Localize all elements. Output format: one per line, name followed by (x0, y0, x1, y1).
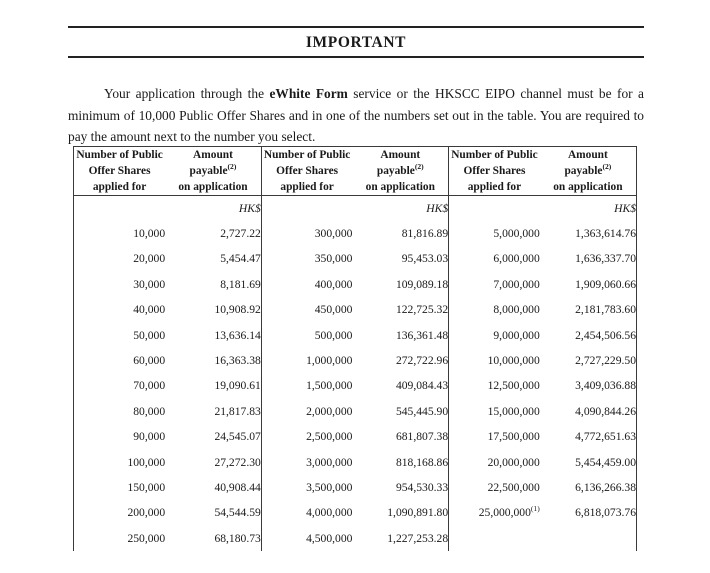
currency-label-1: HK$ (238, 201, 261, 215)
header-shares-group-1 (74, 147, 165, 196)
table-row (74, 221, 636, 246)
header-amount-line-3: on application (553, 181, 623, 193)
cell-amount: 1,090,891.80 (387, 506, 449, 520)
cell-shares: 50,000 (133, 328, 166, 342)
footnote-marker-2: (2) (414, 162, 424, 172)
header-shares-line-2: Offer Shares (276, 165, 339, 177)
cell-amount: 54,544.59 (214, 506, 261, 520)
cell-shares: 40,000 (133, 303, 166, 317)
table-row (74, 323, 636, 348)
cell-shares: 10,000,000 (449, 348, 540, 373)
cell-amount: 954,530.33 (395, 480, 449, 494)
cell-amount: 6,818,073.76 (575, 506, 636, 520)
cell-shares: 12,500,000 (449, 374, 540, 399)
cell-amount: 2,727,229.50 (575, 354, 636, 368)
cell-shares: 3,500,000 (261, 475, 352, 500)
intro-text-part-2: service or the HKSCC EIPO channel must be for a minimum of 10,000 Public Offer Shares and in one of the numbers set out in the table. You are required to pay the amount next to the number you select. (68, 86, 644, 145)
table-row (74, 348, 636, 373)
cell-amount: 40,908.44 (214, 480, 261, 494)
header-amount-payable-text: payable (564, 165, 603, 177)
header-amount-group-2 (352, 147, 448, 196)
cell-amount: 19,090.61 (214, 379, 261, 393)
header-shares-line-3: applied for (280, 181, 334, 193)
cell-amount: 10,908.92 (214, 303, 261, 317)
cell-amount: 6,136,266.38 (575, 480, 636, 494)
footnote-marker-2: (2) (602, 162, 612, 172)
cell-shares: 5,000,000 (449, 221, 540, 246)
header-shares-line-3: applied for (467, 181, 522, 193)
currency-blank-cell (74, 196, 165, 222)
currency-blank-cell (449, 196, 540, 222)
table-row (74, 272, 636, 297)
cell-shares: 8,000,000 (449, 298, 540, 323)
header-shares-line-1: Number of Public (451, 149, 538, 161)
cell-shares: 1,500,000 (261, 374, 352, 399)
header-amount-line-1: Amount (193, 149, 233, 161)
header-amount-line-2 (540, 163, 636, 179)
currency-blank-cell (261, 196, 352, 222)
header-shares-group-2 (261, 147, 352, 196)
cell-shares: 15,000,000 (449, 399, 540, 424)
table-header (74, 147, 636, 196)
cell-amount: 409,084.43 (395, 379, 449, 393)
table-row (74, 399, 636, 424)
cell-shares: 250,000 (127, 531, 166, 545)
cell-amount: 8,181.69 (220, 277, 261, 291)
header-shares-line-1: Number of Public (76, 149, 163, 161)
cell-shares: 100,000 (127, 455, 166, 469)
header-shares-line-1: Number of Public (263, 149, 351, 161)
footnote-marker-1: (1) (530, 504, 540, 514)
cell-shares (449, 526, 540, 551)
header-amount-payable-text: payable (189, 165, 228, 177)
table-row (74, 475, 636, 500)
cell-amount: 16,363.38 (214, 354, 261, 368)
cell-shares: 6,000,000 (449, 247, 540, 272)
table-row (74, 374, 636, 399)
ewhite-form-term: eWhite Form (269, 86, 348, 102)
cell-shares: 4,000,000 (261, 501, 352, 526)
intro-text-part-1: Your application through the (104, 86, 270, 102)
cell-amount: 545,445.90 (395, 404, 449, 418)
table-row (74, 526, 636, 551)
cell-shares: 17,500,000 (449, 425, 540, 450)
currency-label-2: HK$ (426, 201, 449, 215)
header-shares-line-2: Offer Shares (463, 165, 526, 177)
cell-amount: 3,409,036.88 (575, 379, 636, 393)
cell-amount: 2,181,783.60 (575, 303, 636, 317)
cell-shares: 20,000,000 (449, 450, 540, 475)
cell-shares: 4,500,000 (261, 526, 352, 551)
cell-shares: 70,000 (133, 379, 166, 393)
cell-amount: 681,807.38 (395, 430, 449, 444)
cell-amount: 4,090,844.26 (575, 404, 636, 418)
cell-amount: 1,636,337.70 (575, 252, 636, 266)
cell-amount: 81,816.89 (401, 227, 449, 241)
cell-amount: 21,817.83 (214, 404, 261, 418)
cell-amount (540, 526, 636, 551)
table-body (74, 196, 636, 552)
cell-shares: 150,000 (127, 480, 166, 494)
table-row (74, 501, 636, 526)
currency-label-3: HK$ (614, 201, 636, 215)
cell-shares: 20,000 (133, 252, 166, 266)
heading-rule-bottom (68, 56, 644, 58)
cell-amount: 122,725.32 (395, 303, 449, 317)
header-amount-group-1 (165, 147, 261, 196)
cell-shares: 500,000 (261, 323, 352, 348)
page-title: IMPORTANT (305, 34, 407, 51)
header-amount-group-3 (540, 147, 636, 196)
cell-amount: 4,772,651.63 (575, 430, 636, 444)
cell-amount: 1,227,253.28 (387, 531, 449, 545)
table-row (74, 425, 636, 450)
cell-shares: 400,000 (261, 272, 352, 297)
header-amount-line-3: on application (365, 181, 435, 193)
cell-shares: 22,500,000 (449, 475, 540, 500)
currency-row (74, 196, 636, 222)
cell-amount: 109,089.18 (395, 277, 449, 291)
cell-amount: 5,454.47 (220, 252, 261, 266)
cell-shares: 1,000,000 (261, 348, 352, 373)
cell-shares: 60,000 (133, 354, 166, 368)
cell-amount: 2,454,506.56 (575, 328, 636, 342)
cell-shares: 2,000,000 (261, 399, 352, 424)
cell-shares: 10,000 (133, 227, 166, 241)
cell-shares: 30,000 (133, 277, 166, 291)
header-amount-payable-text: payable (376, 165, 415, 177)
cell-amount: 68,180.73 (214, 531, 261, 545)
cell-shares: 80,000 (133, 404, 166, 418)
cell-amount: 24,545.07 (214, 430, 261, 444)
cell-amount: 818,168.86 (395, 455, 449, 469)
cell-shares: 300,000 (261, 221, 352, 246)
cell-amount: 95,453.03 (401, 252, 449, 266)
footnote-marker-2: (2) (227, 162, 237, 172)
table-row (74, 247, 636, 272)
cell-amount: 5,454,459.00 (575, 455, 636, 469)
header-amount-line-2 (165, 163, 261, 179)
cell-shares: 25,000,000$^{(1)}$ (449, 501, 540, 526)
cell-shares: 350,000 (261, 247, 352, 272)
cell-amount: 13,636.14 (214, 328, 261, 342)
cell-shares: 9,000,000 (449, 323, 540, 348)
header-shares-line-3: applied for (92, 181, 147, 193)
cell-amount: 136,361.48 (395, 328, 449, 342)
header-amount-line-1: Amount (567, 149, 608, 161)
cell-amount: 1,909,060.66 (575, 277, 636, 291)
table-row (74, 298, 636, 323)
cell-shares: 3,000,000 (261, 450, 352, 475)
cell-amount: 272,722.96 (395, 354, 449, 368)
cell-shares: 90,000 (133, 430, 166, 444)
header-shares-line-2: Offer Shares (88, 165, 151, 177)
share-application-fee-table (73, 146, 637, 551)
cell-amount: 1,363,614.76 (575, 227, 636, 241)
cell-shares: 2,500,000 (261, 425, 352, 450)
cell-shares: 200,000 (127, 506, 166, 520)
header-amount-line-1: Amount (380, 149, 421, 161)
header-amount-line-3: on application (178, 181, 248, 193)
header-shares-group-3 (449, 147, 540, 196)
cell-shares: 7,000,000 (449, 272, 540, 297)
intro-paragraph (68, 83, 644, 148)
cell-amount: 27,272.30 (214, 455, 261, 469)
table-header-row (74, 147, 636, 196)
cell-shares: 450,000 (261, 298, 352, 323)
important-heading-block (68, 26, 644, 58)
table-row (74, 450, 636, 475)
cell-amount: 2,727.22 (220, 227, 261, 241)
header-amount-line-2 (352, 163, 448, 179)
